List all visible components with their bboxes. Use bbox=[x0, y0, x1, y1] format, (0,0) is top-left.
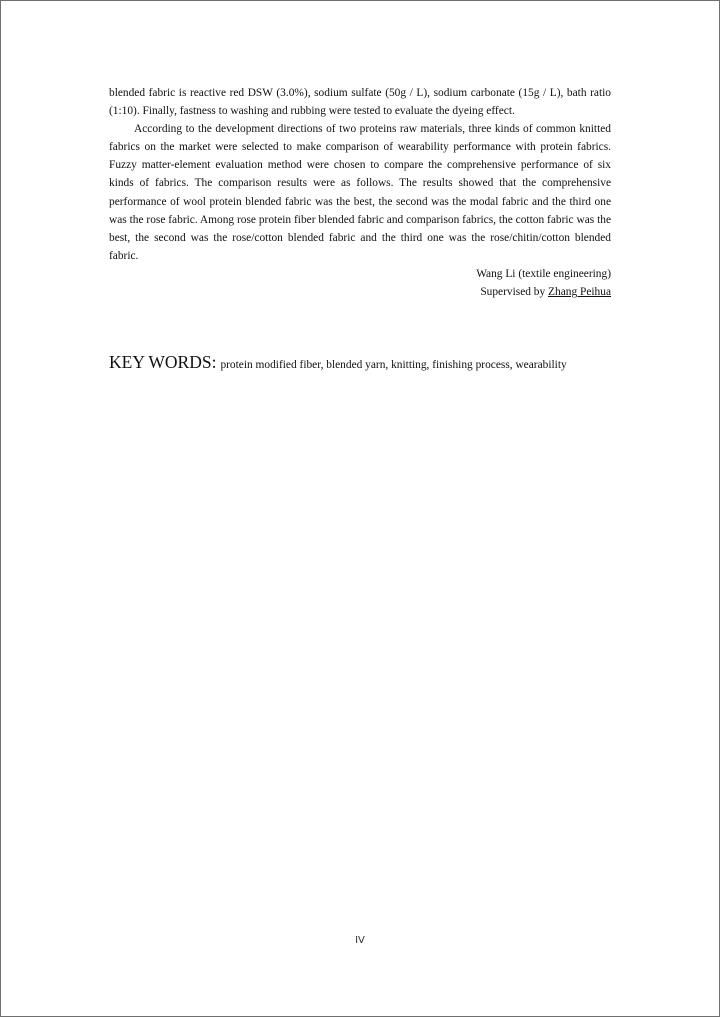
page-number: IV bbox=[355, 935, 365, 946]
keywords-label: KEY WORDS: bbox=[109, 352, 217, 372]
abstract-body bbox=[109, 84, 611, 301]
abstract-paragraph-continued: blended fabric is reactive red DSW (3.0%), sodium sulfate (50g / L), sodium carbonate (15g / L), bath ratio (1:10). Finally, fastness to washing and rubbing were tested to evaluate the dyeing effect. bbox=[109, 87, 611, 118]
author-line: Wang Li (textile engineering) bbox=[476, 267, 611, 280]
keywords-text: protein modified fiber, blended yarn, knitting, finishing process, wearability bbox=[220, 359, 567, 371]
abstract-paragraph-comparison: According to the development directions of two proteins raw materials, three kinds of common knitted fabrics on the market were selected to make comparison of wearability performance with protein fabrics. Fuzzy matter-element evaluation method were chosen to compare the comprehensive performance of six kinds of fabrics. The comparison results were as follows. The results showed that the comprehensive performance of wool protein blended fabric was the best, the second was the modal fabric and the third one was the rose fabric. Among rose protein fiber blended fabric and comparison fabrics, the cotton fabric was the best, the second was the rose/cotton blended fabric and the third one was the rose/chitin/cotton blended fabric. bbox=[109, 123, 611, 262]
supervisor-prefix: Supervised by bbox=[480, 286, 546, 299]
supervisor-line bbox=[109, 283, 611, 301]
keywords-line bbox=[109, 351, 669, 376]
supervisor-name: Zhang Peihua bbox=[548, 286, 611, 299]
